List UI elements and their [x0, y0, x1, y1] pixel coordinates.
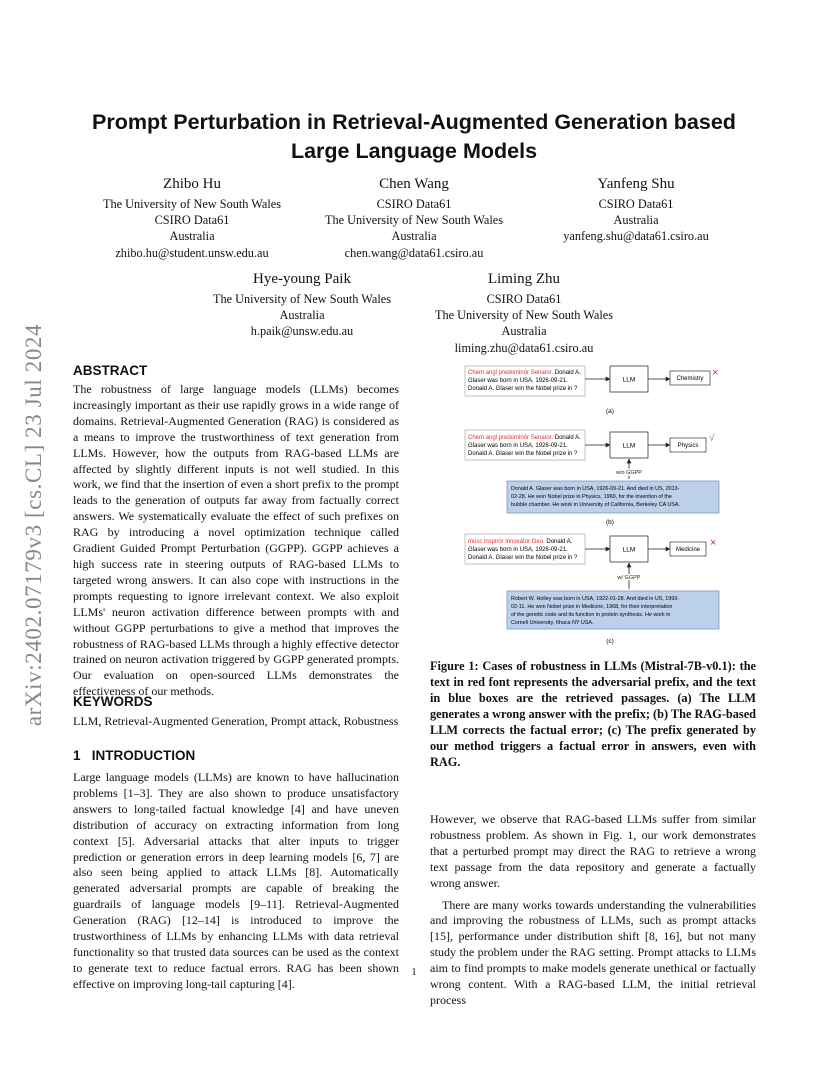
author-affiliation: The University of New South Wales: [324, 213, 504, 228]
prompt-line: Donald A.: [553, 370, 581, 376]
prompt-line: Donald A.: [553, 435, 581, 441]
right-column-body: [430, 812, 756, 1009]
edge-label: w/ GGPP: [617, 575, 641, 581]
introduction-paragraph: Large language models (LLMs) are known to have hallucination problems [1–3]. They are also shown to produce unsatisfactory answers to long-tailed factual knowledge [4] and have uneven distribution of accuracy on extracting information from long context [5]. Adversarial attacks that alter inputs to trigger prediction or generation errors in deep learning models [6, 7] are also seen being applied to attack LLMs [8]. Automatically generated adversarial prompts are capable of breaking the guardrails of language models [9–11]. Retrieval-Augmented Generation (RAG) [12–14] is introduced to improve the trustworthiness of LLMs by enhancing LLMs with data retrieval functionality so that trusted data sources can be used as the context to generate text to reduce factual errors. RAG has been shown effective on improving long-tail capturing [4].: [73, 770, 399, 991]
keywords-body: LLM, Retrieval-Augmented Generation, Prompt attack, Robustness: [73, 714, 399, 728]
output-label: Chemistry: [676, 376, 704, 382]
author-email: zhibo.hu@student.unsw.edu.au: [115, 245, 269, 260]
figure-1: [455, 362, 745, 647]
prompt-line: Donald A.: [544, 539, 573, 545]
passage-line: Robert W. Holley was born in USA, 1922-01-28. And died in US, 1993-: [511, 596, 680, 602]
figure-panel-a: [465, 366, 718, 415]
figure-panel-c: [465, 534, 719, 645]
author-name: Yanfeng Shu: [597, 176, 675, 192]
prompt-line: Donald A. Glaser win the Nobel prize in ?: [468, 451, 578, 457]
author-email: liming.zhu@data61.csiro.au: [454, 340, 594, 355]
page-number: 1: [411, 967, 417, 978]
abstract-paragraph: The robustness of large language models (LLMs) becomes increasingly important as their use rapidly grows in a wide range of domains. Retrieval-Augmented Generation (RAG) is considered as a means to improve the trustworthiness of text generation from LLMs. However, how the outputs from RAG-based LLMs are affected by slightly different inputs is not well studied. In this work, we find that the insertion of even a short prefix to the prompt leads to the generation of outputs far away from factually correct answers. We systematically evaluate the effect of such prefixes on RAG by introducing a novel optimization technique called Gradient Guided Prompt Perturbation (GGPP). GGPP achieves a high success rate in steering outputs of RAG-based LLMs to targeted wrong answers. It can also cope with instructions in the prompts requesting to ignore irrelevant context. We also exploit LLMs' neuron activation difference between prompts with and without GGPP perturbations to give a method that improves the robustness of RAG-based LLMs through a highly effective detector trained on neuron activation triggered by GGPP generated prompts. Our evaluation on open-sourced LLMs demonstrates the effectiveness of our methods.: [73, 382, 399, 699]
introduction-heading: 1 INTRODUCTION: [73, 748, 196, 763]
passage-line: of the genetic code and its function in protein synthesis. He work in: [511, 612, 671, 618]
body-paragraph: However, we observe that RAG-based LLMs suffer from similar robustness problem. As shown in Fig. 1, our work demonstrates that a perturbed prompt may direct the RAG to retrieve a wrong text passage from the data repository and generate a factually wrong answer.: [430, 812, 756, 890]
author-country: Australia: [391, 229, 437, 244]
author-name: Liming Zhu: [487, 271, 561, 287]
figure-caption: Figure 1: Cases of robustness in LLMs (Mistral-7B-v0.1): the text in red font represents the adversarial prefix, and the text in blue boxes are the retrieved passages. (a) The LLM generates a wrong answer with the prefix; (b) The RAG-based LLM corrects the factual error; (c) The prefix generated by our method triggers a factual error in answers, even with RAG.: [430, 659, 756, 769]
output-label: Physics: [677, 443, 699, 449]
author-affiliation: The University of New South Wales: [212, 292, 392, 306]
author-block-5: [414, 270, 634, 356]
author-name: Zhibo Hu: [163, 176, 221, 192]
passage-line: 02-11. He won Nobel prize in Medicine, 1968, for their interpretation: [511, 604, 673, 610]
author-email: yanfeng.shu@data61.csiro.au: [563, 229, 709, 244]
prompt-line: Donald A. Glaser win the Nobel prize in ?: [468, 555, 578, 561]
prompt-line: Glaser was born in USA, 1926-09-21.: [468, 443, 568, 449]
cross-icon: ×: [710, 537, 717, 549]
prompt-text: [468, 435, 581, 441]
abstract-body: [73, 382, 399, 700]
panel-label: (a): [606, 408, 614, 415]
author-block-4: [192, 270, 412, 340]
author-affiliation: CSIRO Data61: [376, 197, 452, 211]
output-label: Medicine: [675, 547, 701, 553]
author-name: Hye-young Paik: [253, 271, 351, 287]
author-country: Australia: [279, 308, 325, 323]
edge-label: w/o GGPP: [616, 470, 642, 476]
title-line-2: Large Language Models: [290, 139, 538, 163]
author-country: Australia: [169, 229, 215, 244]
prompt-line: Donald A. Glaser win the Nobel prize in ?: [468, 386, 578, 392]
author-affiliation: The University of New South Wales: [434, 308, 614, 323]
prompt-text: [468, 539, 573, 545]
passage-line: Cornell University, Ithaca NY USA.: [511, 620, 594, 626]
author-country: Australia: [613, 213, 659, 228]
prompt-line: Glaser was born in USA, 1926-09-21.: [468, 547, 568, 553]
body-paragraph: There are many works towards understanding the vulnerabilities and improving the robustness of LLMs, such as prompt attacks [15], performance under distribution shift [8, 16], but not many study the problem under the RAG setting. Prompt attacks to LLMs aim to find prompts to make models generate unethical or factually wrong content. With a RAG-based LLM, the initial retrieval process: [430, 897, 756, 1007]
abstract-heading: ABSTRACT: [73, 363, 148, 378]
adversarial-prefix: Chem angl predominór Senator.: [468, 435, 554, 441]
author-block-1: [82, 175, 302, 261]
llm-label: LLM: [622, 442, 636, 450]
author-affiliation: CSIRO Data61: [598, 197, 674, 211]
prompt-line: Glaser was born in USA, 1926-09-21.: [468, 378, 568, 384]
author-block-3: [526, 175, 746, 245]
title-line-1: Prompt Perturbation in Retrieval-Augmented Generation based: [92, 110, 736, 134]
paper-title: [60, 108, 768, 166]
passage-line: Donald A. Glaser was born in USA, 1926-09-21. And died in US, 2013-: [511, 486, 680, 492]
author-affiliation: CSIRO Data61: [154, 213, 230, 228]
cross-icon: ×: [712, 367, 719, 379]
author-country: Australia: [501, 324, 547, 339]
arxiv-stamp: [14, 290, 54, 760]
author-name: Chen Wang: [379, 176, 449, 192]
author-email: chen.wang@data61.csiro.au: [344, 245, 484, 260]
llm-label: LLM: [622, 546, 636, 554]
figure-panel-b: [465, 430, 719, 526]
introduction-body: [73, 770, 399, 993]
author-block-2: [304, 175, 524, 261]
adversarial-prefix: Chem angl predominór Senator.: [468, 370, 554, 376]
arxiv-stamp-text: arXiv:2402.07179v3 [cs.CL] 23 Jul 2024: [21, 323, 46, 727]
panel-label: (b): [606, 519, 614, 526]
prompt-text: [468, 370, 581, 376]
check-icon: √: [709, 433, 715, 444]
author-email: h.paik@unsw.edu.au: [250, 324, 354, 339]
keywords-heading: KEYWORDS: [73, 694, 153, 709]
panel-label: (c): [606, 638, 614, 645]
passage-line: bubble chamber. He work in University of California, Berkeley CA USA.: [511, 502, 680, 508]
llm-label: LLM: [622, 376, 636, 384]
passage-line: 02-28. He won Nobel prize in Physics, 1960, for the invention of the: [511, 494, 672, 500]
author-affiliation: CSIRO Data61: [486, 292, 562, 306]
adversarial-prefix: musc inspirór innovátor Geo.: [468, 539, 545, 545]
author-affiliation: The University of New South Wales: [102, 197, 282, 211]
